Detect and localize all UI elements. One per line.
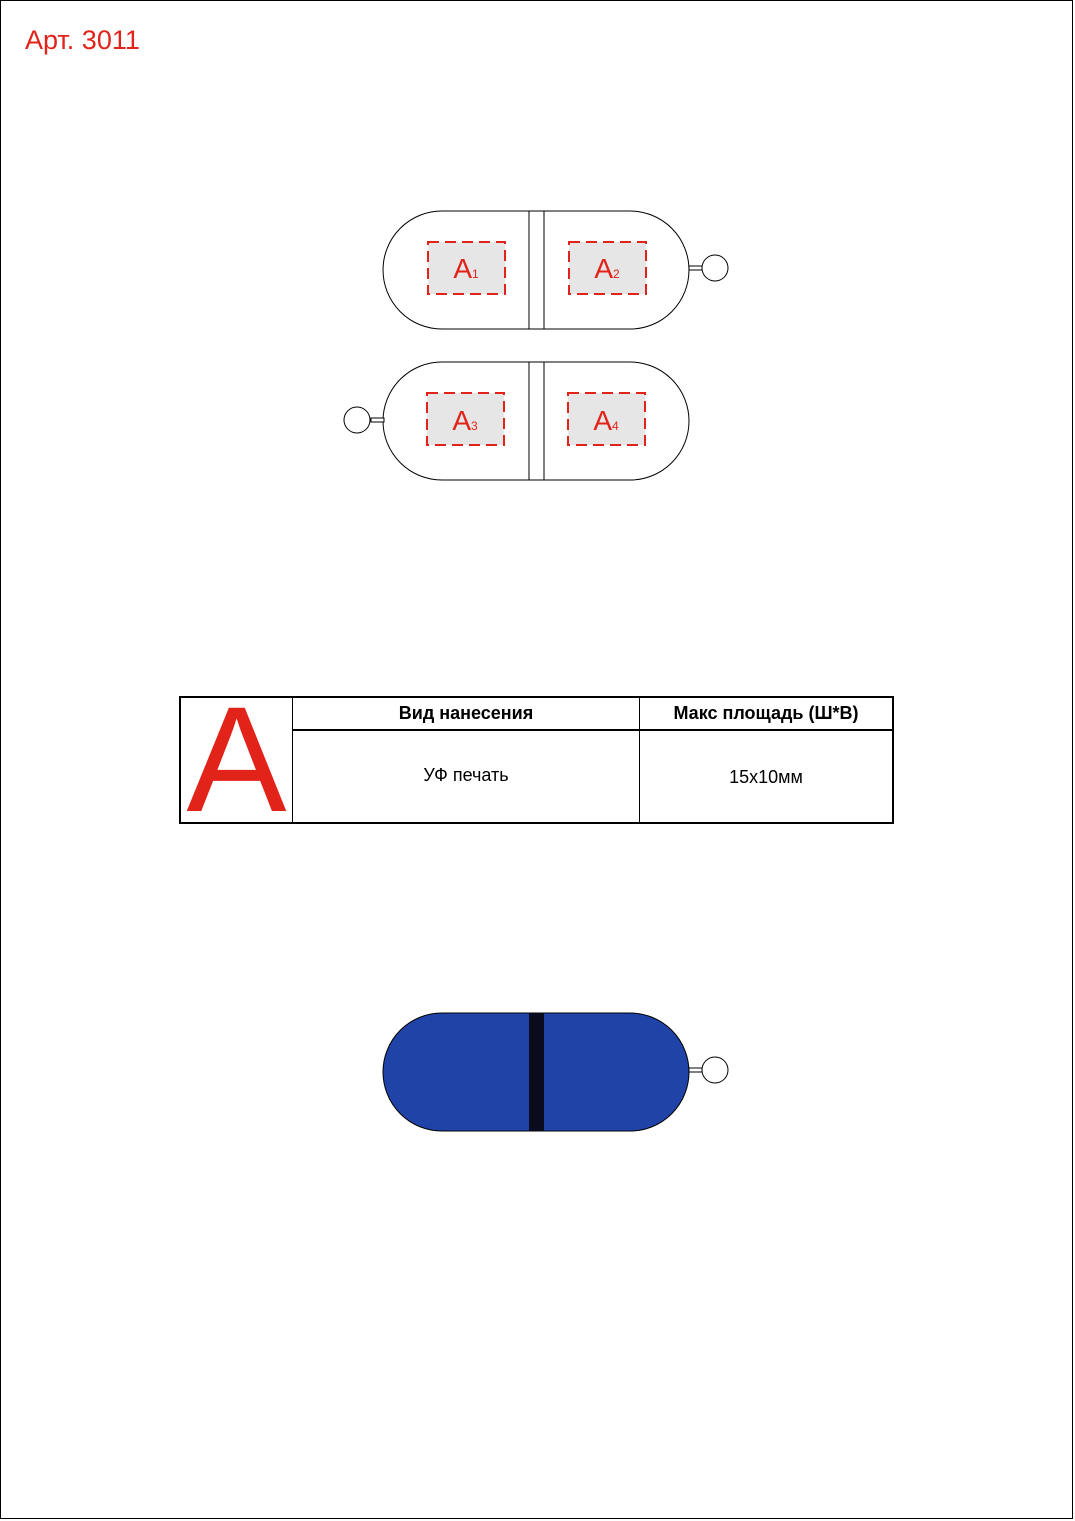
area-column: [640, 698, 892, 822]
spec-zone-cell: [181, 675, 293, 843]
method-value: УФ печать: [423, 765, 509, 785]
zone-index: 4: [612, 419, 619, 433]
print-zone-a4: [568, 393, 645, 445]
zone-index: 3: [471, 419, 478, 433]
print-zone-a1: [428, 242, 505, 294]
product-outline-front: [383, 211, 728, 329]
area-value: 15x10мм: [729, 767, 803, 787]
zone-letter: A: [453, 253, 472, 284]
print-spec-table: [179, 675, 894, 843]
product-outline-back: [344, 362, 689, 480]
article-number: Арт. 3011: [25, 25, 140, 55]
divider-band: [529, 211, 544, 329]
zone-index: 1: [472, 267, 479, 281]
method-column: [293, 698, 640, 822]
zone-letter: A: [452, 405, 471, 436]
zone-index: 2: [613, 267, 620, 281]
print-zone-a3: [427, 393, 504, 445]
zone-letter: A: [594, 253, 613, 284]
product-band: [529, 1013, 544, 1131]
spec-zone-letter: A: [186, 675, 287, 843]
method-header: Вид нанесения: [293, 698, 639, 731]
area-header: Макс площадь (Ш*В): [640, 698, 892, 731]
key-ring-icon: [689, 1057, 728, 1083]
key-ring-icon: [344, 407, 384, 433]
product-color-render: [383, 1013, 728, 1131]
divider-band: [529, 362, 544, 480]
zone-letter: A: [593, 405, 612, 436]
print-zone-a2: [569, 242, 646, 294]
key-ring-icon: [689, 255, 728, 281]
